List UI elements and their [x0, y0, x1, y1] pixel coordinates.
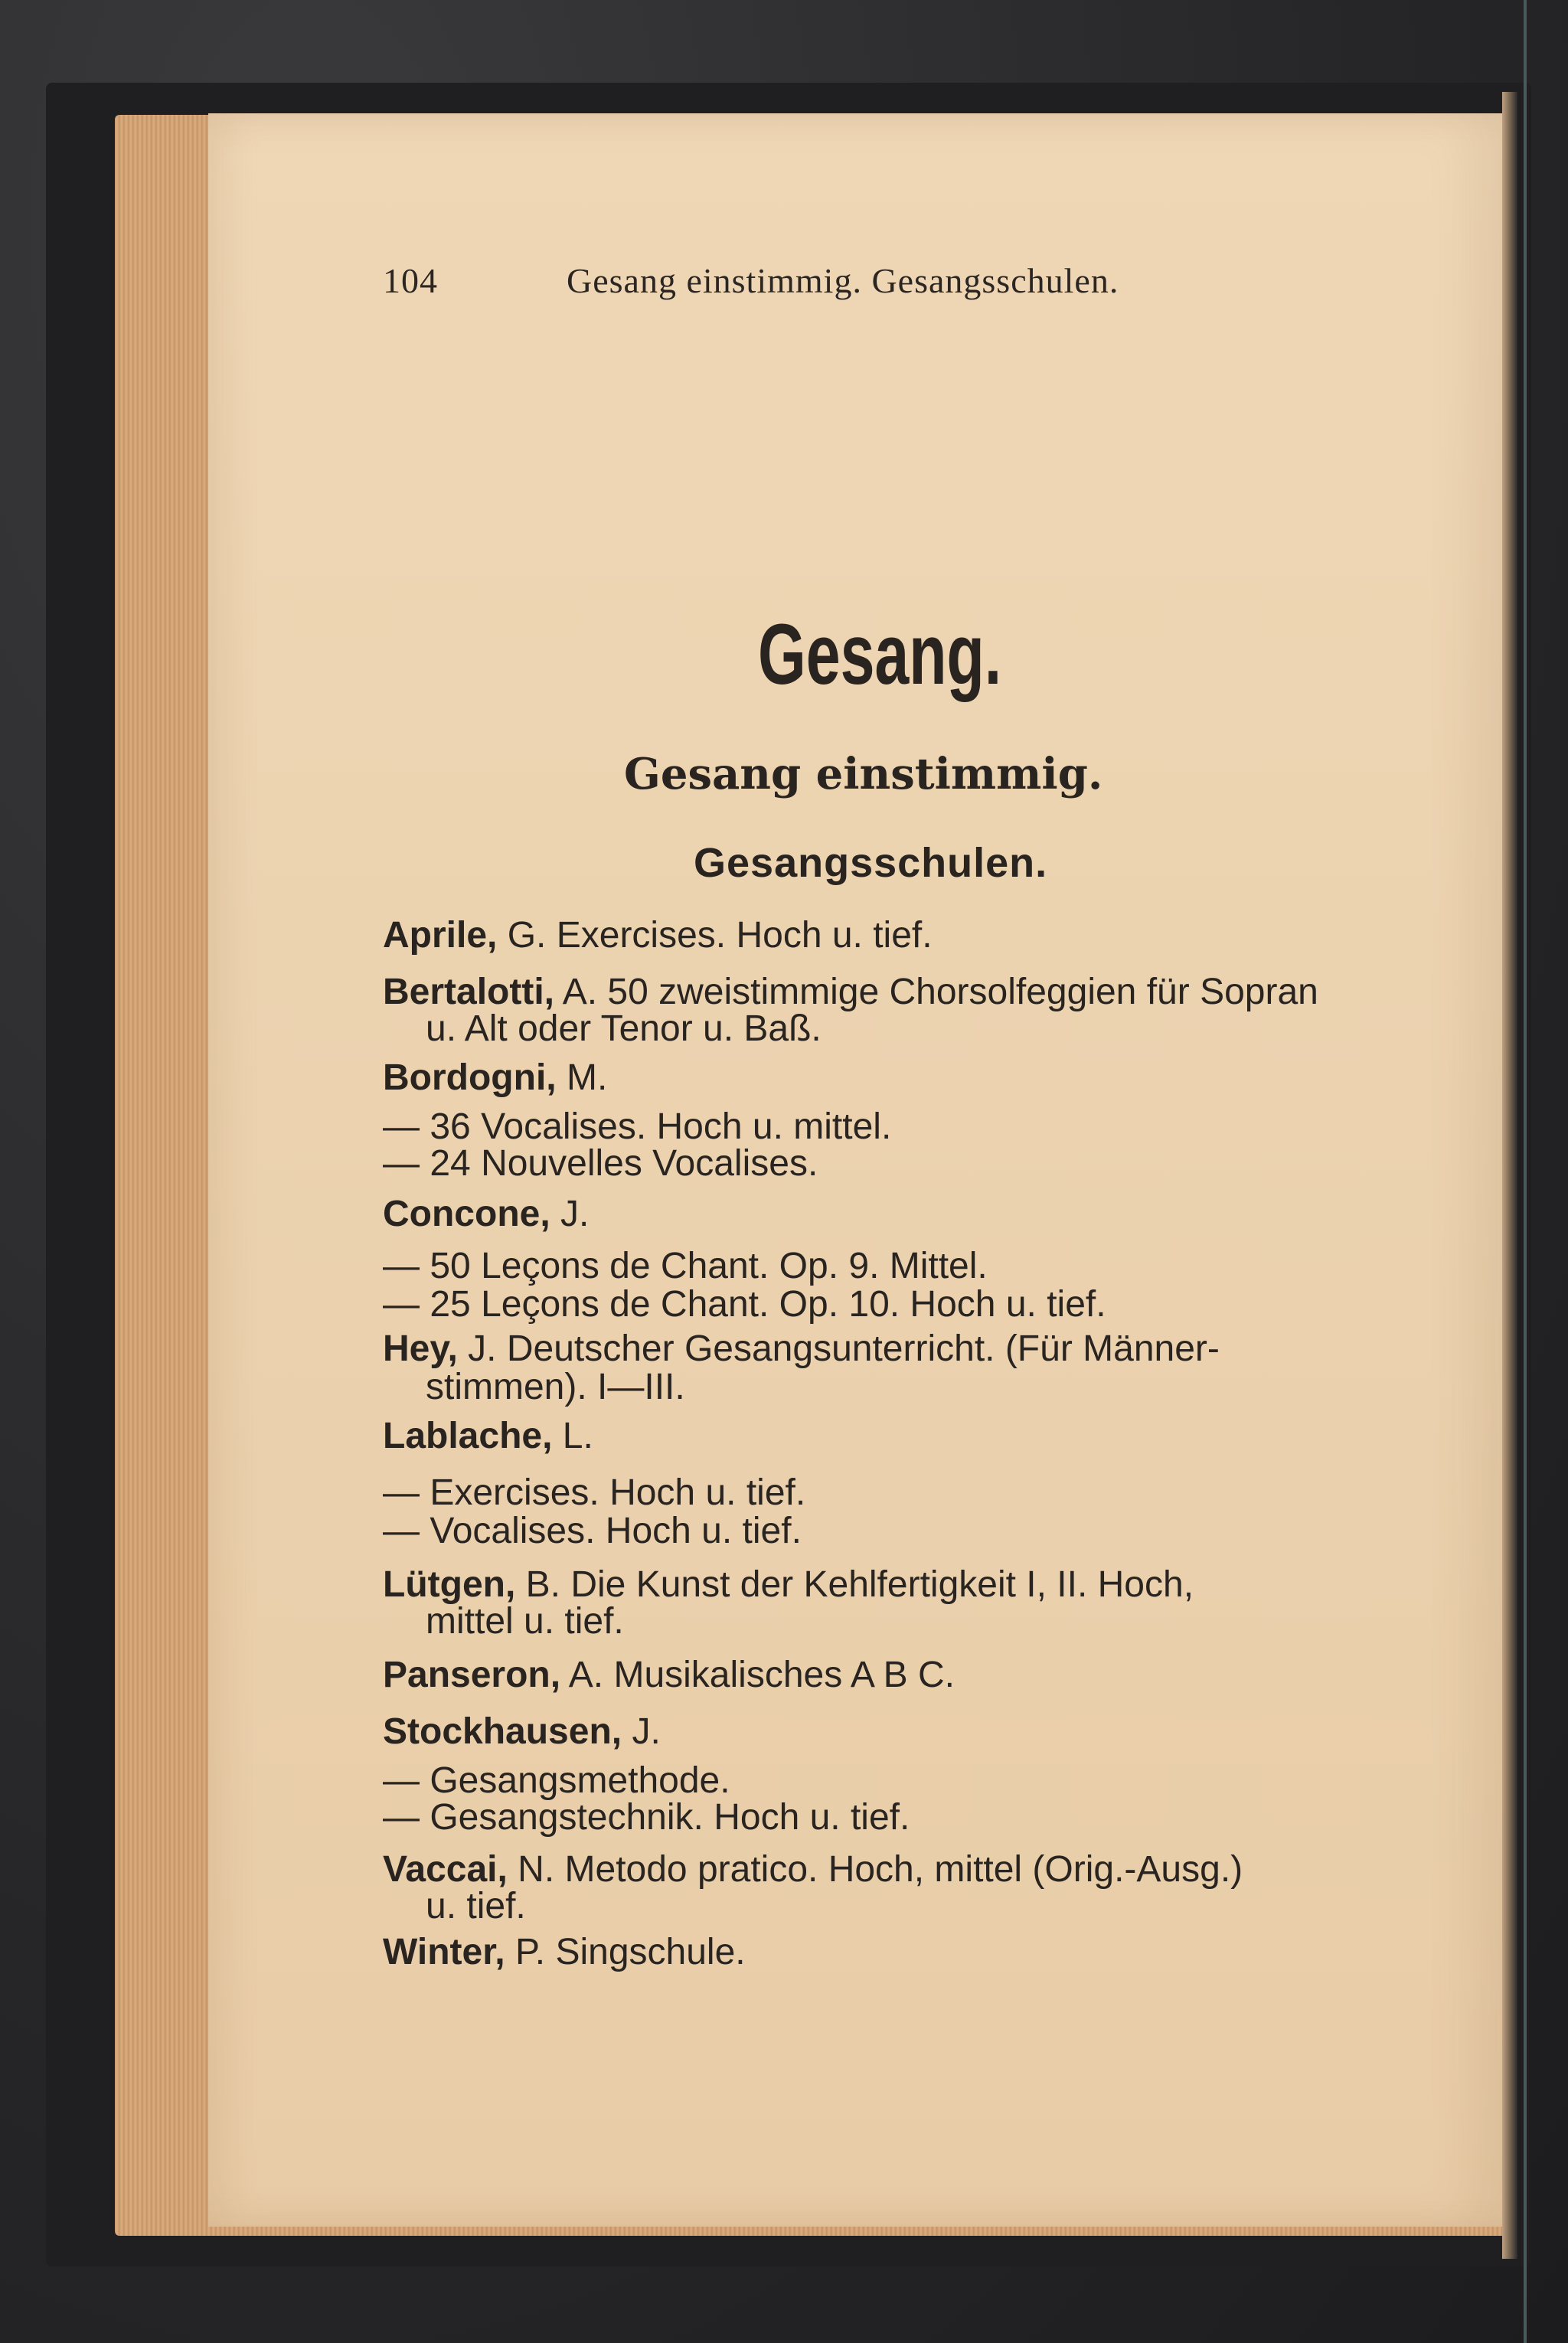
composer-name: Vaccai,: [383, 1849, 508, 1890]
running-header: [383, 260, 1119, 301]
entry-text: M.: [566, 1057, 608, 1098]
entry-text: A. Musikalisches A B C.: [568, 1655, 955, 1695]
spine-edge: [1524, 0, 1527, 2343]
list-item: [383, 1934, 746, 1971]
list-item: [383, 1418, 593, 1455]
gutter-shadow: [1502, 92, 1517, 2259]
sub-item: — Gesangsmethode.: [383, 1760, 730, 1801]
composer-name: Concone,: [383, 1194, 550, 1234]
page-number: 104: [383, 261, 438, 300]
sub-item: — 50 Leçons de Chant. Op. 9. Mittel.: [383, 1246, 988, 1286]
list-item: [383, 1196, 589, 1233]
section-heading: Gesangsschulen.: [694, 840, 1048, 886]
entry-text: G. Exercises. Hoch u. tief.: [507, 915, 933, 956]
composer-name: Panseron,: [383, 1655, 561, 1695]
composer-name: Bertalotti,: [383, 972, 555, 1012]
sub-item: — Vocalises. Hoch u. tief.: [383, 1511, 802, 1551]
entry-text: A. 50 zweistimmige Chorsolfeggien für Sopran: [562, 972, 1318, 1012]
list-item: [383, 1057, 608, 1098]
page-title: Gesang.: [758, 606, 1002, 702]
entry-text: J. Deutscher Gesangsunterricht. (Für Männer-: [468, 1328, 1220, 1369]
composer-name: Lütgen,: [383, 1564, 516, 1605]
composer-name: Stockhausen,: [383, 1711, 622, 1752]
entry-text: P. Singschule.: [514, 1932, 746, 1972]
entry-text: L.: [562, 1416, 593, 1456]
list-item: [383, 1851, 1243, 1888]
sub-item: — 24 Nouvelles Vocalises.: [383, 1143, 818, 1184]
composer-name: Hey,: [383, 1328, 458, 1369]
composer-name: Aprile,: [383, 915, 498, 956]
entry-continuation: u. Alt oder Tenor u. Baß.: [426, 1008, 822, 1049]
list-item: [383, 1711, 661, 1752]
entry-text: B. Die Kunst der Kehlfertigkeit I, II. Hoch,: [525, 1564, 1194, 1605]
entry-continuation: u. tief.: [426, 1886, 526, 1926]
entry-continuation: stimmen). I—III.: [426, 1367, 685, 1407]
list-item: [383, 1328, 1220, 1369]
list-item: [383, 917, 933, 954]
entry-text: J.: [632, 1711, 661, 1752]
composer-name: Lablache,: [383, 1416, 553, 1456]
sub-item: — Gesangstechnik. Hoch u. tief.: [383, 1797, 910, 1838]
composer-name: Bordogni,: [383, 1057, 557, 1098]
composer-name: Winter,: [383, 1932, 505, 1972]
subtitle: Gesang einstimmig.: [624, 749, 1103, 799]
sub-item: — Exercises. Hoch u. tief.: [383, 1472, 806, 1513]
running-title: Gesang einstimmig. Gesangsschulen.: [567, 261, 1119, 300]
list-item: [383, 1657, 955, 1694]
entry-text: J.: [560, 1194, 590, 1234]
list-item: [383, 974, 1318, 1011]
entry-text: N. Metodo pratico. Hoch, mittel (Orig.-Ausg.): [518, 1849, 1243, 1890]
sub-item: — 25 Leçons de Chant. Op. 10. Hoch u. tief.: [383, 1284, 1106, 1325]
sub-item: — 36 Vocalises. Hoch u. mittel.: [383, 1106, 892, 1147]
list-item: [383, 1564, 1194, 1605]
title-block: [0, 605, 1568, 704]
entry-continuation: mittel u. tief.: [426, 1601, 624, 1642]
